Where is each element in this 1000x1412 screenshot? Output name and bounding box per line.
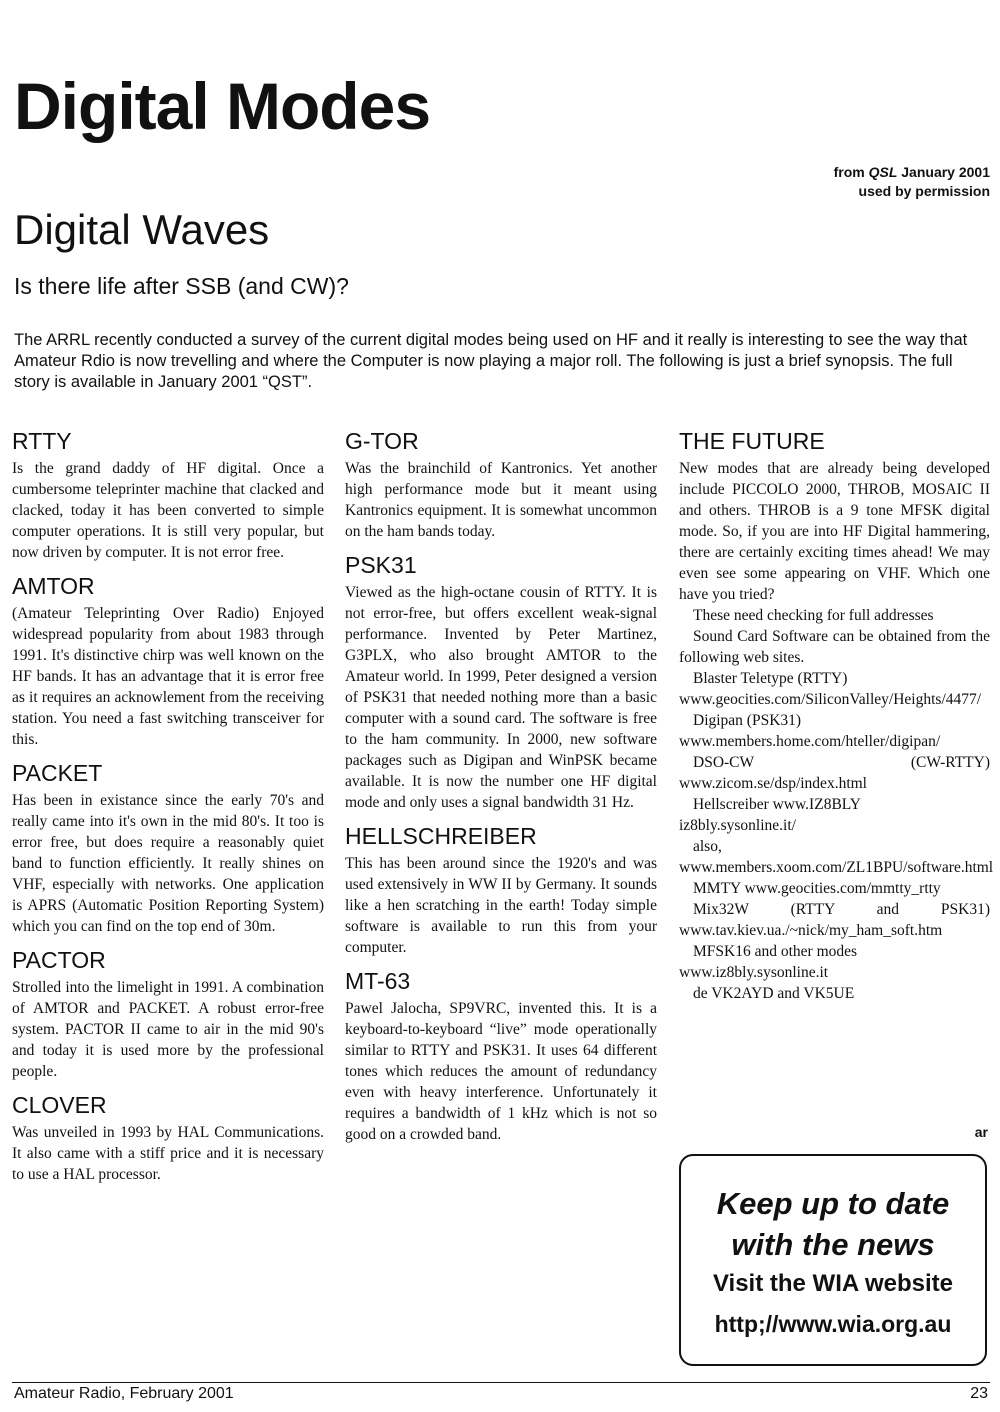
section-body: Pawel Jalocha, SP9VRC, invented this. It is a keyboard-to-keyboard “live” mode operationally similar to RTTY and PSK31. It uses 64 different tones which reduces the amount of redundancy even with heavy interference. Unfortunately it requires a bandwidth of 1 kHz which is not so good on a crowded band.: [345, 1000, 657, 1143]
section-packet: [12, 758, 324, 937]
source-credit: [834, 163, 990, 201]
section-body: (Amateur Teleprinting Over Radio) Enjoyed widespread popularity from about 1983 through 1991. It's distinctive chirp was well known on the HF bands. It has an advantage that it is error free as it requires an acknowlement from the receiving station. You need a fast switching transceiver for this.: [12, 605, 324, 748]
article-credit: de VK2AYD and VK5UE: [693, 985, 855, 1002]
software-entry: MFSK16 and other modes: [693, 943, 858, 960]
promo-headline: [681, 1183, 985, 1265]
software-entry: MMTY www.geocities.com/mmtty_rtty: [693, 880, 941, 897]
section-psk31: [345, 550, 657, 813]
section-body: Was unveiled in 1993 by HAL Communications. It also came with a stiff price and it is necessary to use a HAL processor.: [12, 1124, 324, 1183]
section-heading: PACKET: [12, 760, 103, 786]
section-rtty: [12, 426, 324, 563]
wia-promo-box: [679, 1154, 987, 1366]
section-body: This has been around since the 1920's and was used extensively in WW II by Germany. It sounds like a hen scratching in the earth! Today simple software is available to run this from your computer.: [345, 855, 657, 956]
section-heading: HELLSCHREIBER: [345, 823, 537, 849]
source-publication: QSL: [868, 164, 898, 180]
section-mt63: [345, 966, 657, 1145]
section-pactor: [12, 945, 324, 1082]
software-entry: Blaster Teletype (RTTY): [693, 670, 848, 687]
column-3: [679, 426, 994, 1004]
masthead-title: Digital Modes: [14, 69, 431, 143]
column-2: [345, 426, 657, 1153]
software-entry: also, www.members.xoom.com/ZL1BPU/software.html: [679, 838, 994, 876]
software-entry: DSO-CW (CW-RTTY) www.zicom.se/dsp/index.html: [679, 754, 990, 792]
section-gtor: [345, 426, 657, 542]
article-intro: The ARRL recently conducted a survey of the current digital modes being used on HF and it really is interesting to see the way that Amateur Rdio is now trevelling and where the Computer is now playing a major roll. The following is just a brief synopsis. The full story is available in January 2001 “QST”.: [14, 331, 968, 391]
source-date: January 2001: [897, 164, 990, 180]
promo-text: Visit the WIA website: [712, 1270, 954, 1297]
promo-url: http;//www.wia.org.au: [714, 1311, 952, 1337]
section-heading: RTTY: [12, 428, 72, 454]
footer-publication: Amateur Radio, February 2001: [14, 1385, 234, 1402]
promo-headline-line: with the news: [731, 1227, 935, 1262]
column-1: [12, 426, 324, 1193]
section-heading: THE FUTURE: [679, 428, 825, 454]
section-body: Is the grand daddy of HF digital. Once a cumbersome teleprinter machine that clacked and clacked, today it has been converted to simple computer operations. It is still very popular, but now driven by computer. It is not error free.: [12, 460, 324, 561]
software-url: www.members.home.com/hteller/digipan/: [679, 733, 941, 750]
software-entry: Hellscreiber www.IZ8BLY: [693, 796, 861, 813]
page-number: 23: [970, 1385, 988, 1402]
section-body: Has been in existance since the early 70's and really came into it's own in the mid 80's. It too is error free, but does require a reasonably quiet band to function efficiently. It really shines on VHF, especially with networks. One application is APRS (Automatic Position Reporting System) which you can find on the top end of 30m.: [12, 792, 324, 935]
footer-divider: [12, 1382, 990, 1383]
software-url: www.geocities.com/SiliconValley/Heights/4477/: [679, 691, 982, 708]
signoff-mark: ar: [974, 1124, 988, 1140]
software-url: iz8bly.sysonline.it/: [679, 817, 796, 834]
section-heading: G-TOR: [345, 428, 419, 454]
section-heading: MT-63: [345, 968, 411, 994]
section-body: New modes that are already being developed include PICCOLO 2000, THROB, MOSAIC II and others. THROB is a 9 tone MFSK digital mode. So, if you are into HF Digital hammering, there are certainly exciting times ahead! We may even see some appearing on VHF. Which one have you tried?: [679, 460, 990, 603]
section-clover: [12, 1090, 324, 1185]
section-body: Strolled into the limelight in 1991. A combination of AMTOR and PACKET. A robust error-free system. PACTOR II came to air in the mid 90's and today it is used more by the professional people.: [12, 979, 324, 1080]
section-body: Viewed as the high-octane cousin of RTTY. It is not error-free, but offers excellent weak-signal performance. Invented by Peter Martinez, G3PLX, who also brought AMTOR to the Amateur world. In 1999, Peter designed a version of PSK31 that needed nothing more than a basic computer with a sound card. The software is free to the ham community. In 2000, new software packages such as Digipan and WinPSK became available. It is now the number one HF digital mode and only uses a signal bandwidth 31 Hz.: [345, 584, 657, 811]
section-heading: PACTOR: [12, 947, 106, 973]
section-heading: CLOVER: [12, 1092, 107, 1118]
article-subtitle: Is there life after SSB (and CW)?: [14, 273, 349, 299]
section-heading: AMTOR: [12, 573, 95, 599]
source-prefix: from: [833, 164, 869, 180]
section-future: [679, 426, 994, 1004]
software-entry: Digipan (PSK31): [693, 712, 802, 729]
section-body: Was the brainchild of Kantronics. Yet another high performance mode but it meant using Kantronics equipment. It is somewhat uncommon on the ham bands today.: [345, 460, 657, 540]
software-url: www.iz8bly.sysonline.it: [679, 964, 829, 981]
section-heading: PSK31: [345, 552, 417, 578]
source-permission: used by permission: [858, 183, 990, 199]
section-amtor: [12, 571, 324, 750]
promo-headline-line: Keep up to date: [716, 1186, 950, 1221]
software-intro: Sound Card Software can be obtained from the following web sites.: [679, 628, 990, 666]
section-hellschreiber: [345, 821, 657, 958]
software-entry: Mix32W (RTTY and PSK31) www.tav.kiev.ua./~nick/my_ham_soft.htm: [679, 901, 990, 939]
address-note: These need checking for full addresses: [693, 607, 934, 624]
software-list: [679, 605, 994, 1004]
article-title: Digital Waves: [14, 206, 270, 253]
